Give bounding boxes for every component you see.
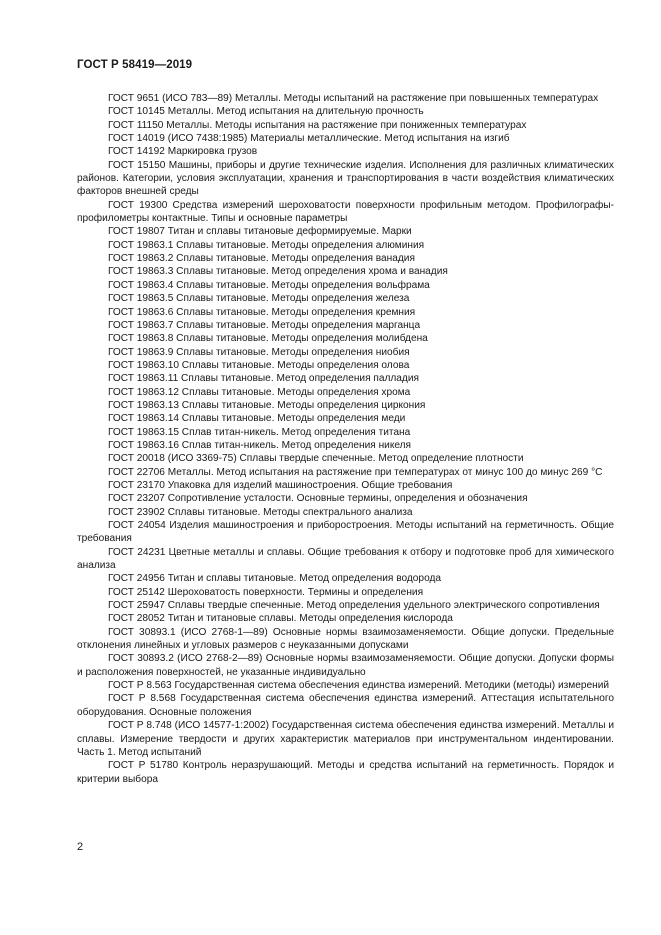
- reference-item: ГОСТ 10145 Металлы. Метод испытания на длительную прочность: [108, 106, 424, 118]
- reference-item: ГОСТ 23902 Сплавы титановые. Методы спектрального анализа: [108, 506, 413, 518]
- reference-item: ГОСТ 11150 Металлы. Методы испытания на растяжение при пониженных температурах: [108, 119, 527, 131]
- document-header: ГОСТ Р 58419—2019: [77, 59, 193, 71]
- reference-item: ГОСТ 19863.10 Сплавы титановые. Методы определения олова: [108, 359, 410, 371]
- reference-item: ГОСТ 19863.12 Сплавы титановые. Методы определения хрома: [108, 386, 411, 398]
- reference-item: ГОСТ 14192 Маркировка грузов: [108, 146, 258, 158]
- reference-item: ГОСТ 15150 Машины, приборы и другие технические изделия. Исполнения для различных климатических районов. Категории, условия эксплуатации, хранения и транспортирования в части воздействия климатических факторов внешней среды: [77, 159, 614, 198]
- reference-item: ГОСТ 19863.13 Сплавы титановые. Методы определения циркония: [108, 399, 426, 411]
- reference-item: ГОСТ 19863.7 Сплавы титановые. Методы определения марганца: [108, 319, 421, 331]
- reference-item: ГОСТ 24054 Изделия машиностроения и приборостроения. Методы испытаний на герметичность. Общие требования: [77, 520, 614, 545]
- reference-item: ГОСТ 19863.4 Сплавы титановые. Методы определения вольфрама: [108, 279, 430, 291]
- reference-item: ГОСТ 19300 Средства измерений шероховатости поверхности профильным методом. Профилографы-профилометры контактные. Типы и основные параметры: [77, 199, 614, 225]
- reference-item: ГОСТ 9651 (ИСО 783—89) Металлы. Методы испытаний на растяжение при повышенных температурах: [108, 93, 599, 104]
- reference-item: ГОСТ 20018 (ИСО 3369-75) Сплавы твердые спеченные. Метод определение плотности: [108, 453, 524, 465]
- reference-item: ГОСТ 19863.6 Сплавы титановые. Методы определения кремния: [108, 306, 416, 318]
- reference-item: ГОСТ Р 8.568 Государственная система обеспечения единства измерений. Аттестация испытательного оборудования. Основные положения: [77, 693, 614, 718]
- reference-item: ГОСТ 24956 Титан и сплавы титановые. Метод определения водорода: [108, 573, 442, 585]
- reference-item: ГОСТ 30893.1 (ИСО 2768-1—89) Основные нормы взаимозаменяемости. Общие допуски. Предельные отклонения линейных и угловых размеров с неуказанными допусками: [77, 626, 614, 652]
- reference-item: ГОСТ 19863.15 Сплав титан-никель. Метод определения титана: [108, 426, 411, 438]
- reference-item: ГОСТ 25947 Сплавы твердые спеченные. Метод определения удельного электрического сопротивления: [108, 600, 600, 612]
- reference-item: ГОСТ 23170 Упаковка для изделий машиностроения. Общие требования: [108, 479, 453, 491]
- page-number: 2: [77, 841, 84, 853]
- reference-item: ГОСТ Р 8.748 (ИСО 14577-1:2002) Государственная система обеспечения единства измерений. Металлы и сплавы. Измерение твердости и других характеристик материалов при инструментальном индентировании. Часть 1. Метод испытаний: [77, 720, 614, 758]
- reference-item: ГОСТ 19863.11 Сплавы титановые. Метод определения палладия: [108, 373, 419, 385]
- reference-item: ГОСТ 25142 Шероховатость поверхности. Термины и определения: [108, 586, 424, 598]
- reference-item: ГОСТ 23207 Сопротивление усталости. Основные термины, определения и обозначения: [108, 493, 528, 505]
- reference-item: ГОСТ 19863.16 Сплав титан-никель. Метод определения никеля: [108, 439, 412, 451]
- reference-item: ГОСТ 30893.2 (ИСО 2768-2—89) Основные нормы взаимозаменяемости. Общие допуски. Допуски формы и расположения поверхностей, не указанные индивидуально: [77, 653, 614, 678]
- reference-item: ГОСТ Р 51780 Контроль неразрушающий. Методы и средства испытаний на герметичность. Порядок и критерии выбора: [77, 760, 614, 785]
- reference-item: ГОСТ 19863.9 Сплавы титановые. Методы определения ниобия: [108, 346, 410, 358]
- reference-item: ГОСТ 14019 (ИСО 7438:1985) Материалы металлические. Метод испытания на изгиб: [108, 133, 510, 145]
- reference-item: ГОСТ 19863.14 Сплавы титановые. Методы определения меди: [108, 413, 406, 425]
- reference-item: ГОСТ 19863.3 Сплавы титановые. Метод определения хрома и ванадия: [108, 266, 448, 278]
- reference-item: ГОСТ 19807 Титан и сплавы титановые деформируемые. Марки: [108, 226, 412, 238]
- reference-item: ГОСТ 24231 Цветные металлы и сплавы. Общие требования к отбору и подготовке проб для химического анализа: [77, 546, 614, 572]
- normative-references-list: [77, 92, 614, 786]
- reference-item: ГОСТ 28052 Титан и титановые сплавы. Методы определения кислорода: [108, 613, 453, 625]
- reference-item: ГОСТ Р 8.563 Государственная система обеспечения единства измерений. Методики (методы) измерений: [108, 680, 610, 692]
- reference-item: ГОСТ 19863.1 Сплавы титановые. Методы определения алюминия: [108, 239, 425, 251]
- reference-item: ГОСТ 22706 Металлы. Метод испытания на растяжение при температурах от минус 100 до минус 269 °С: [108, 466, 603, 478]
- reference-item: ГОСТ 19863.8 Сплавы титановые. Методы определения молибдена: [108, 333, 428, 345]
- reference-item: ГОСТ 19863.5 Сплавы титановые. Методы определения железа: [108, 293, 410, 305]
- reference-item: ГОСТ 19863.2 Сплавы титановые. Методы определения ванадия: [108, 253, 415, 265]
